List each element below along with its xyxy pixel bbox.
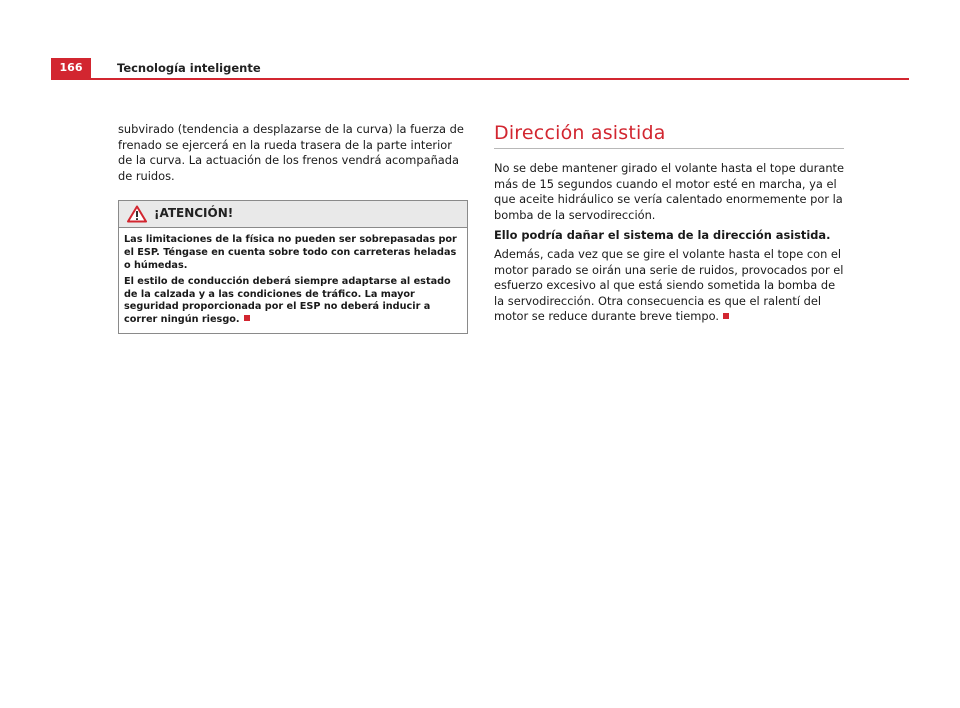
warning-triangle-icon (127, 205, 147, 223)
warning-title: ¡ATENCIÓN! (154, 206, 234, 221)
page-header (51, 58, 909, 80)
body-paragraph-1: No se debe mantener girado el volante hasta el tope durante más de 15 segundos cuando el motor esté en marcha, ya el que aceite hidráulico se vería calentado enormemente por la bomba de la servodirección. (494, 161, 845, 222)
warning-paragraph-1: Las limitaciones de la física no pueden ser sobrepasadas por el ESP. Téngase en cuenta sobre todo con carreteras heladas o húmedas. (124, 234, 457, 271)
intro-paragraph: subvirado (tendencia a desplazarse de la curva) la fuerza de frenado se ejercerá en la rueda trasera de la parte interior de la curva. La actuación de los frenos vendrá acompañada de ruidos. (118, 122, 464, 183)
warning-paragraph-2: El estilo de conducción deberá siempre adaptarse al estado de la calzada y a las condiciones de tráfico. La mayor seguridad proporcionada por el ESP no deberá inducir a correr ningún riesgo. (124, 276, 451, 325)
page-number: 166 (51, 58, 91, 78)
bold-subheading: Ello podría dañar el sistema de la dirección asistida. (494, 228, 831, 243)
chapter-title: Tecnología inteligente (117, 61, 261, 75)
section-title: Dirección asistida (494, 122, 844, 149)
right-column (494, 122, 844, 325)
end-of-section-marker-icon (244, 315, 250, 321)
warning-box (118, 200, 468, 333)
warning-header (119, 201, 467, 228)
end-of-section-marker-icon (723, 313, 729, 319)
warning-body (119, 228, 467, 332)
left-column (118, 122, 468, 334)
body-paragraph-2: Además, cada vez que se gire el volante hasta el tope con el motor parado se oirán una serie de ruidos, provocados por el esfuerzo excesivo al que está siendo sometida la bomba de la servodirección. Otra consecuencia es que el ralentí del motor se reduce durante breve tiempo. (494, 246, 844, 324)
